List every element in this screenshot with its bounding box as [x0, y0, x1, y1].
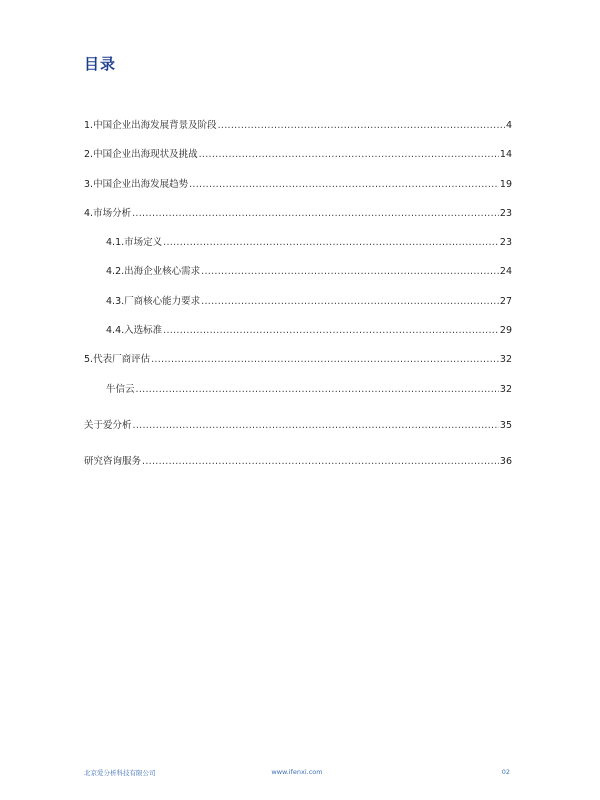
toc-dot-leader: [133, 419, 499, 433]
toc-entry-page: 32: [499, 383, 512, 395]
toc-entry-1[interactable]: [84, 119, 512, 148]
toc-dot-leader: [201, 265, 499, 279]
toc-entry-label: 4.2.出海企业核心需求: [106, 266, 201, 278]
toc-entry-page: 23: [499, 207, 512, 219]
toc-entry-label: 3.中国企业出海发展趋势: [84, 178, 189, 190]
page-title: 目录: [84, 55, 117, 73]
toc-entry-page: 14: [499, 149, 512, 161]
toc-entry-page: 32: [499, 354, 512, 366]
table-of-contents: [84, 119, 512, 485]
toc-entry-label: 4.1.市场定义: [106, 237, 163, 249]
toc-entry-page: 19: [499, 178, 512, 190]
toc-dot-leader: [142, 455, 499, 469]
toc-entry-label: 5.代表厂商评估: [84, 354, 151, 366]
toc-entry-3[interactable]: [84, 178, 512, 207]
footer-company-name: 北京爱分析科技有限公司: [84, 769, 156, 777]
toc-entry-label: 1.中国企业出海发展背景及阶段: [84, 120, 217, 131]
toc-entry-4-2[interactable]: [84, 265, 512, 294]
toc-entry-page: 23: [499, 237, 512, 249]
toc-entry-label: 2.中国企业出海现状及挑战: [84, 149, 198, 161]
footer-website-link[interactable]: www.ifenxi.com: [271, 768, 323, 776]
toc-entry-page: 27: [499, 295, 512, 307]
toc-dot-leader: [151, 353, 499, 367]
footer-page-number: 02: [501, 768, 510, 776]
toc-entry-label: 牛信云: [106, 383, 135, 395]
toc-dot-leader: [199, 148, 499, 162]
toc-entry-label: 关于爱分析: [84, 419, 132, 431]
toc-dot-leader: [201, 295, 499, 309]
toc-entry-4-1[interactable]: [84, 236, 512, 265]
toc-entry-label: 研究咨询服务: [84, 456, 142, 468]
page-footer: [84, 768, 510, 780]
toc-entry-label: 4.3.厂商核心能力要求: [106, 295, 201, 307]
toc-entry-4[interactable]: [84, 207, 512, 236]
toc-entry-about[interactable]: [84, 419, 512, 448]
toc-dot-leader: [163, 324, 499, 338]
toc-entry-label: 4.市场分析: [84, 207, 132, 219]
toc-entry-page: 24: [499, 266, 512, 278]
toc-entry-page: 4: [505, 120, 512, 131]
toc-dot-leader: [136, 383, 499, 397]
toc-entry-page: 35: [499, 419, 512, 431]
toc-entry-page: 29: [499, 325, 512, 337]
toc-entry-4-3[interactable]: [84, 295, 512, 324]
toc-entry-5[interactable]: [84, 353, 512, 382]
toc-dot-leader: [218, 119, 505, 133]
toc-entry-page: 36: [499, 456, 512, 468]
toc-entry-4-4[interactable]: [84, 324, 512, 353]
toc-entry-2[interactable]: [84, 148, 512, 177]
toc-entry-label: 4.4.入选标准: [106, 325, 163, 337]
toc-dot-leader: [189, 178, 499, 192]
toc-entry-5-1[interactable]: [84, 383, 512, 412]
toc-dot-leader: [163, 236, 499, 250]
toc-entry-services[interactable]: [84, 455, 512, 484]
toc-dot-leader: [132, 207, 499, 221]
